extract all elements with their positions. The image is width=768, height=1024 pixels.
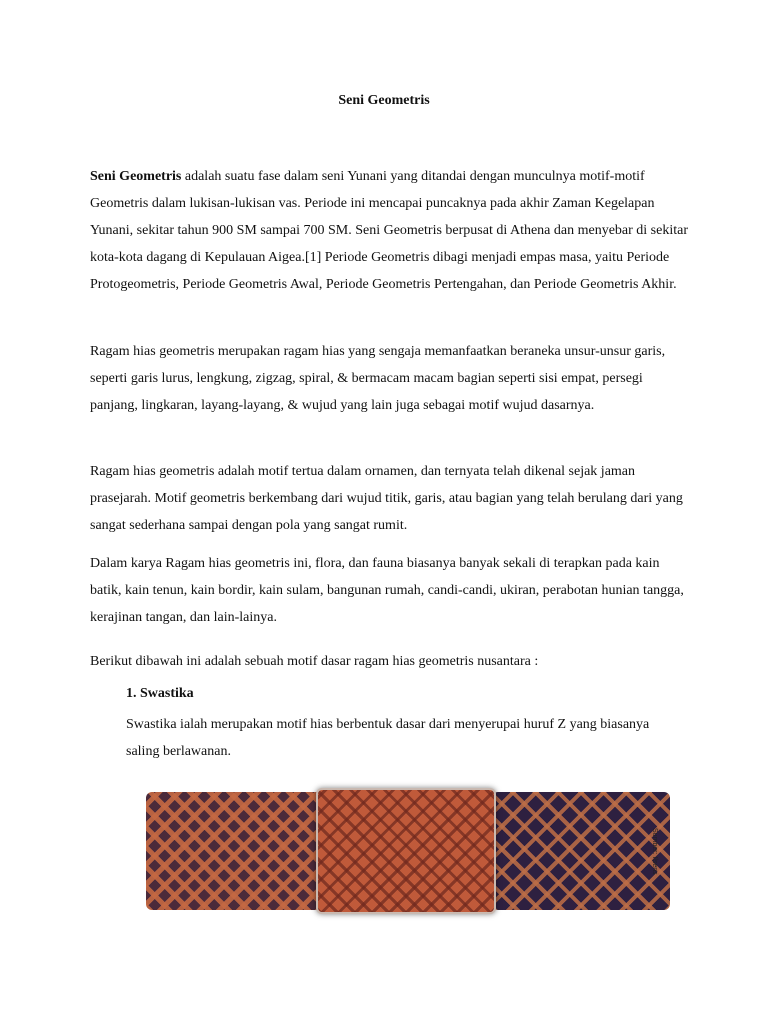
intro-bold-term: Seni Geometris [90, 169, 182, 184]
swastika-motif-figure [146, 788, 670, 914]
list-item-heading: 1. Swastika [126, 686, 194, 701]
list-item-description: Swastika ialah merupakan motif hias berbentuk dasar dari menyerupai huruf Z yang biasanya saling berlawanan. [126, 717, 650, 759]
motif-panel-center [316, 788, 496, 914]
motif-panel-left [146, 792, 322, 910]
page-title: Seni Geometris [338, 93, 430, 108]
paragraph-definition: Ragam hias geometris merupakan ragam hias yang sengaja memanfaatkan beraneka unsur-unsur garis, seperti garis lurus, lengkung, zigzag, spiral, & bermacam macam bagian seperti sisi empat, persegi panjang, lingkaran, layang-layang, & wujud yang lain juga sebagai motif wujud dasarnya. [90, 344, 666, 413]
paragraph-intro [90, 163, 688, 298]
image-credit: Sumber: Ilsens [651, 828, 658, 875]
paragraph-application: Dalam karya Ragam hias geometris ini, flora, dan fauna biasanya banyak sekali di terapkan pada kain batik, kain tenun, kain bordir, kain sulam, bangunan rumah, candi-candi, ukiran, perabotan hunian tangga, kerajinan tangan, dan lain-lainya. [90, 556, 684, 625]
intro-text: adalah suatu fase dalam seni Yunani yang ditandai dengan munculnya motif-motif Geometris dalam lukisan-lukisan vas. Periode ini mencapai puncaknya pada akhir Zaman Kegelapan Yunani, sekitar tahun 900 SM sampai 700 SM. Seni Geometris berpusat di Athena dan menyebar di sekitar kota-kota dagang di Kepulauan Aigea.[1] Periode Geometris dibagi menjadi empas masa, yaitu Periode Protogeometris, Periode Geometris Awal, Periode Geometris Pertengahan, dan Periode Geometris Akhir. [90, 169, 689, 292]
paragraph-history: Ragam hias geometris adalah motif tertua dalam ornamen, dan ternyata telah dikenal sejak jaman prasejarah. Motif geometris berkembang dari wujud titik, garis, atau bagian yang telah berulang dari yang sangat sederhana sampai dengan pola yang sangat rumit. [90, 464, 683, 533]
motif-panel-right [492, 792, 670, 910]
paragraph-list-intro: Berikut dibawah ini adalah sebuah motif dasar ragam hias geometris nusantara : [90, 654, 539, 669]
